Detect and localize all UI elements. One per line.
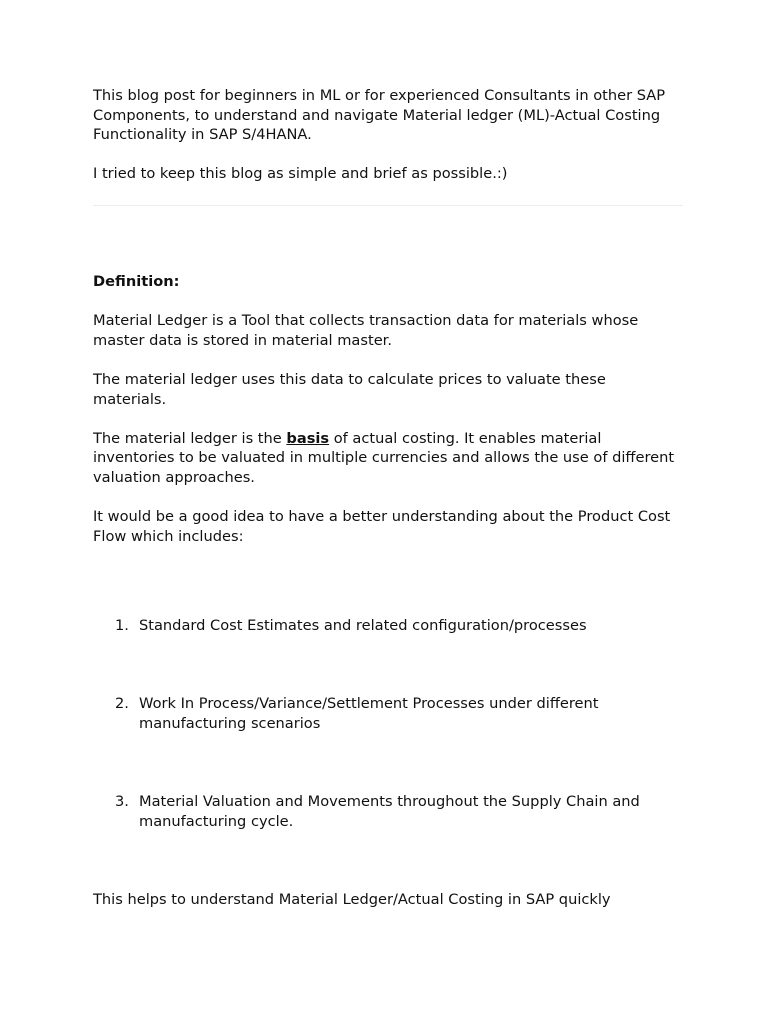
list-item <box>93 792 683 831</box>
blog-content <box>93 86 683 910</box>
intro-paragraph: This blog post for beginners in ML or for experienced Consultants in other SAP Components, to understand and navigate Material ledger (ML)-Actual Costing Functionality in SAP S/4HANA. <box>93 87 666 144</box>
definition-paragraph-4: It would be a good idea to have a better understanding about the Product Cost Flow which includes: <box>93 508 671 545</box>
intro-note: I tried to keep this blog as simple and brief as possible.:) <box>93 165 508 183</box>
list-item-text: Standard Cost Estimates and related configuration/processes <box>139 617 587 635</box>
definition-paragraph-1: Material Ledger is a Tool that collects transaction data for materials whose master data is stored in material master. <box>93 312 639 349</box>
closing-paragraph: This helps to understand Material Ledger/Actual Costing in SAP quickly <box>93 891 611 909</box>
list-item-number: 1. <box>115 617 129 635</box>
basis-link[interactable]: basis <box>286 429 330 447</box>
definition-paragraph-3 <box>93 429 683 488</box>
list-item-text: Work In Process/Variance/Settlement Processes under different manufacturing scenarios <box>139 695 599 733</box>
paragraph-text: of actual costing. It enables material inventories to be valuated in multiple currencies and allows the use of different valuation approaches. <box>93 429 675 486</box>
list-item <box>93 616 683 636</box>
product-cost-flow-list <box>93 616 683 831</box>
paragraph-text: The material ledger is the <box>93 429 287 447</box>
definition-heading: Definition: <box>93 272 180 290</box>
list-item-number: 2. <box>115 695 129 713</box>
definition-paragraph-2: The material ledger uses this data to calculate prices to valuate these materials. <box>93 370 606 408</box>
section-divider <box>93 205 683 206</box>
list-item-text: Material Valuation and Movements throughout the Supply Chain and manufacturing cycle. <box>139 793 640 830</box>
list-item <box>93 694 683 733</box>
list-item-number: 3. <box>115 793 129 811</box>
